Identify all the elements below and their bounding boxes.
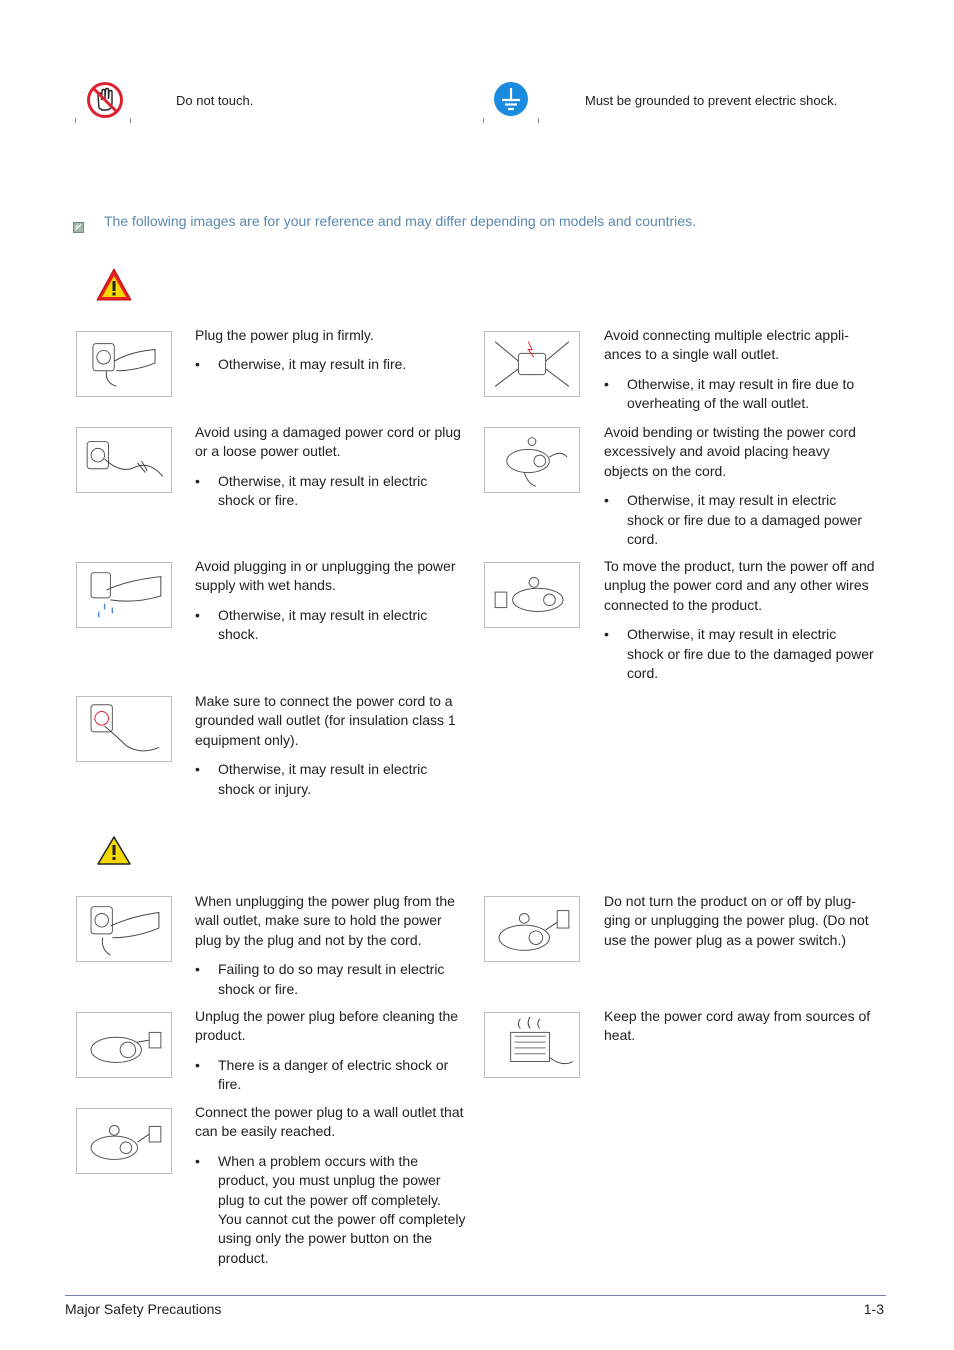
item-main-text: Do not turn the product on or off by plug-ging or unplugging the power plug. (Do not use the power plug as a power switch.): [604, 893, 869, 948]
item-bullet: • When a problem occurs with the product, you must unplug the power plug to cut the power off completely. You cannot cut the power off completely using only the power button on the product.: [195, 1152, 467, 1268]
item-bullet: • Otherwise, it may result in electric shock or fire.: [195, 472, 467, 511]
power-switch-illustration: [484, 896, 580, 962]
item-main-text: To move the product, turn the power off and unplug the power cord and any other wires connected to the product.: [604, 558, 875, 613]
item-main-text: Make sure to connect the power cord to a grounded wall outlet (for insulation class 1 equipment only).: [195, 693, 456, 748]
warning-item-4: [604, 423, 876, 549]
legend-ground-text: Must be grounded to prevent electric shock.: [585, 93, 838, 108]
caution-item-4: [604, 1007, 876, 1046]
item-bullet: • Failing to do so may result in electric shock or fire.: [195, 960, 467, 999]
item-bullet: • Otherwise, it may result in electric shock.: [195, 606, 467, 645]
wet-hands-illustration: [76, 562, 172, 628]
caution-icon: [96, 835, 132, 866]
warning-item-3: [195, 423, 467, 511]
item-bullet: • There is a danger of electric shock or fire.: [195, 1056, 467, 1095]
move-product-illustration: [484, 562, 580, 628]
reachable-outlet-illustration: [76, 1108, 172, 1174]
caution-item-5: [195, 1103, 467, 1268]
page-number: 1-3: [863, 1301, 884, 1317]
warning-item-6: [604, 557, 876, 683]
note-icon: [73, 220, 84, 231]
item-main-text: Avoid using a damaged power cord or plug or a loose power outlet.: [195, 424, 461, 460]
ground-icon: [493, 81, 529, 117]
legend-no-touch-text: Do not touch.: [176, 93, 254, 108]
warning-item-7: [195, 692, 467, 799]
footer-rule: [65, 1295, 886, 1296]
item-main-text: Unplug the power plug before cleaning the product.: [195, 1008, 459, 1044]
item-bullet: • Otherwise, it may result in electric shock or fire due to the damaged power cord.: [604, 625, 876, 683]
warning-icon: [95, 267, 133, 302]
item-main-text: Keep the power cord away from sources of heat.: [604, 1008, 871, 1044]
damaged-cord-illustration: [76, 427, 172, 493]
item-main-text: Plug the power plug in firmly.: [195, 327, 374, 343]
item-main-text: Avoid bending or twisting the power cord excessively and avoid placing heavy objects on the cord.: [604, 424, 856, 479]
grounded-outlet-illustration: [76, 696, 172, 762]
caution-item-3: [195, 1007, 467, 1095]
item-main-text: Avoid connecting multiple electric appli-ances to a single wall outlet.: [604, 327, 849, 363]
warning-item-2: [604, 326, 876, 414]
warning-item-5: [195, 557, 467, 645]
plug-firmly-illustration: [76, 331, 172, 397]
warning-item-1: [195, 326, 467, 375]
footer-section-title: Major Safety Precautions: [65, 1301, 222, 1317]
caution-item-2: [604, 892, 876, 950]
unplug-before-cleaning-illustration: [76, 1012, 172, 1078]
item-main-text: When unplugging the power plug from the wall outlet, make sure to hold the power plug by the plug and not by the cord.: [195, 893, 455, 948]
multiple-outlet-illustration: [484, 331, 580, 397]
item-bullet: • Otherwise, it may result in electric shock or injury.: [195, 760, 467, 799]
unplug-by-plug-illustration: [76, 896, 172, 962]
no-touch-icon: [86, 81, 124, 119]
item-bullet: • Otherwise, it may result in fire.: [195, 355, 467, 374]
item-main-text: Connect the power plug to a wall outlet that can be easily reached.: [195, 1104, 464, 1140]
caution-item-1: [195, 892, 467, 999]
note-text: The following images are for your reference and may differ depending on models and countries.: [104, 213, 696, 229]
item-bullet: • Otherwise, it may result in fire due to overheating of the wall outlet.: [604, 375, 876, 414]
bent-cord-illustration: [484, 427, 580, 493]
item-main-text: Avoid plugging in or unplugging the power supply with wet hands.: [195, 558, 456, 594]
item-bullet: • Otherwise, it may result in electric shock or fire due to a damaged power cord.: [604, 491, 876, 549]
heat-source-illustration: [484, 1012, 580, 1078]
